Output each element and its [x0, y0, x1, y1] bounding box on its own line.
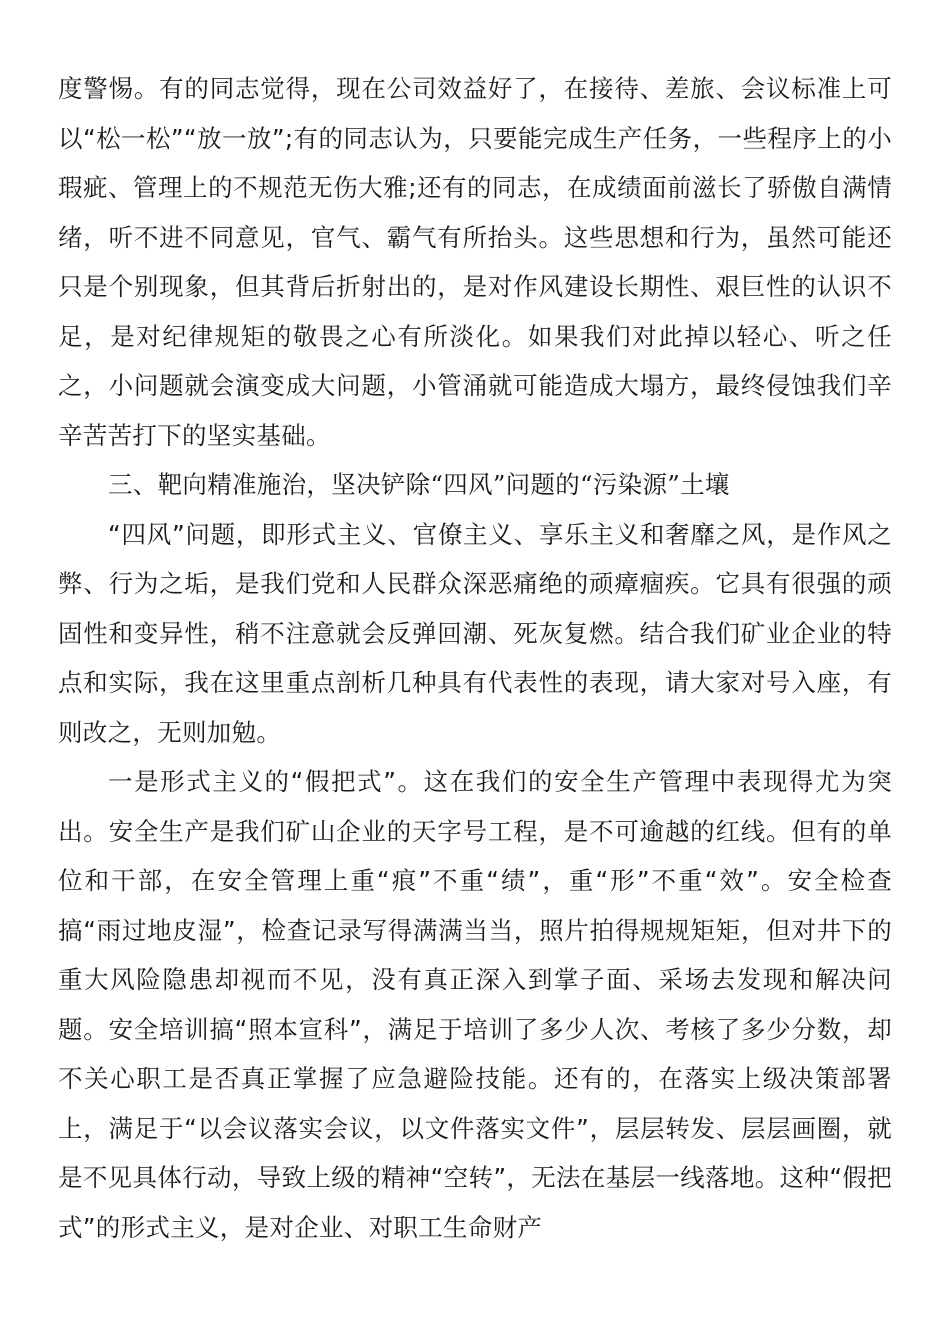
paragraph-four-winds-intro: “四风”问题，即形式主义、官僚主义、享乐主义和奢靡之风，是作风之弊、行为之垢，是我们党和人民群众深恶痛绝的顽瘴痼疾。它具有很强的顽固性和变异性，稍不注意就会反弹回潮、死灰复燃。结合我们矿业企业的特点和实际，我在这里重点剖析几种具有代表性的表现，请大家对号入座，有则改之，无则加勉。	[58, 519, 892, 747]
section-heading: 三、靶向精准施治，坚决铲除“四风”问题的“污染源”土壤	[108, 470, 730, 499]
document-body	[58, 64, 892, 1252]
paragraph-formalism: 一是形式主义的“假把式”。这在我们的安全生产管理中表现得尤为突出。安全生产是我们矿山企业的天字号工程，是不可逾越的红线。但有的单位和干部，在安全管理上重“痕”不重“绩”，重“形”不重“效”。安全检查搞“雨过地皮湿”，检查记录写得满满当当，照片拍得规规矩矩，但对井下的重大风险隐患却视而不见，没有真正深入到掌子面、采场去发现和解决问题。安全培训搞“照本宣科”，满足于培训了多少人次、考核了多少分数，却不关心职工是否真正掌握了应急避险技能。还有的，在落实上级决策部署上，满足于“以会议落实会议，以文件落实文件”，层层转发、层层画圈，就是不见具体行动，导致上级的精神“空转”，无法在基层一线落地。这种“假把式”的形式主义，是对企业、对职工生命财产	[58, 767, 892, 1242]
paragraph-continuation: 度警惕。有的同志觉得，现在公司效益好了，在接待、差旅、会议标准上可以“松一松”“放一放”;有的同志认为，只要能完成生产任务，一些程序上的小瑕疵、管理上的不规范无伤大雅;还有的同志，在成绩面前滋长了骄傲自满情绪，听不进不同意见，官气、霸气有所抬头。这些思想和行为，虽然可能还只是个别现象，但其背后折射出的，是对作风建设长期性、艰巨性的认识不足，是对纪律规矩的敬畏之心有所淡化。如果我们对此掉以轻心、听之任之，小问题就会演变成大问题，小管涌就可能造成大塌方，最终侵蚀我们辛辛苦苦打下的坚实基础。	[58, 74, 892, 450]
